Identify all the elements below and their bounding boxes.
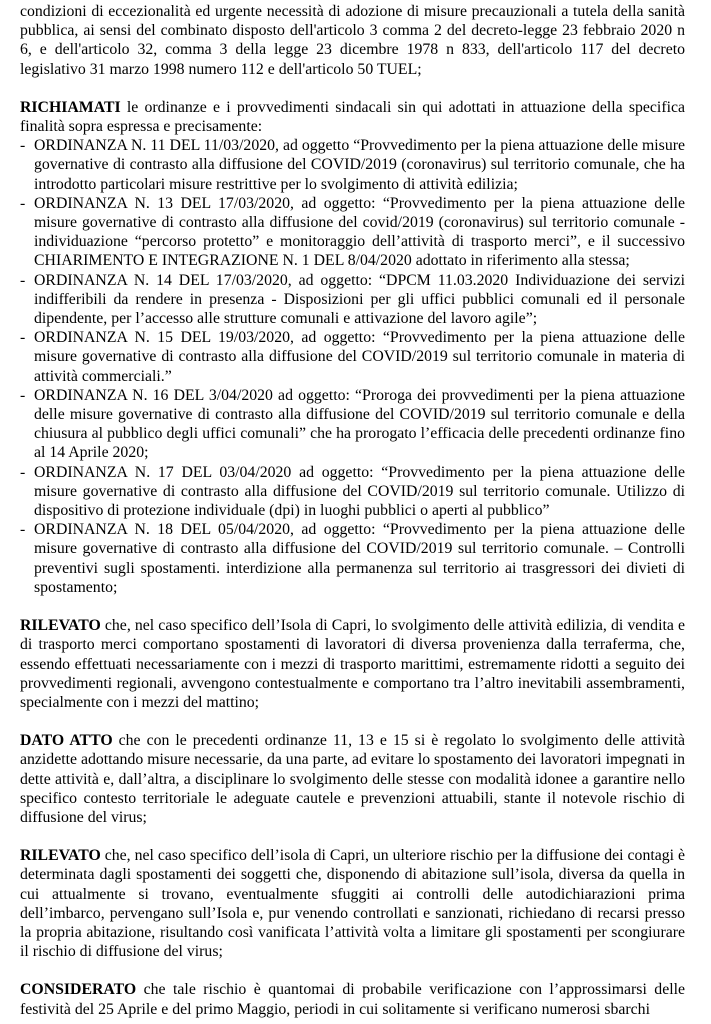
ordinance-text: ORDINANZA N. 14 DEL 17/03/2020, ad oggetto: “DPCM 11.03.2020 Individuazione dei servizi indifferibili da rendere in presenza - Disposizioni per gli uffici pubblici comunali ed il personale dipendente, per l’accesso alle strutture comunali e attivazione del lavoro agile”;: [34, 271, 685, 328]
ordinance-text: ORDINANZA N. 18 DEL 05/04/2020, ad oggetto: “Provvedimento per la piena attuazione delle misure governative di contrasto alla diffusione del COVID/2019 sul territorio comunale. – Controlli preventivi sugli spostamenti. interdizione alla permanenza sul territorio ai trasgressori dei divieti di spostamento;: [34, 521, 685, 596]
rilevato-keyword: RILEVATO: [20, 847, 101, 865]
dato-atto-keyword: DATO ATTO: [20, 732, 113, 750]
ordinance-item: [20, 271, 685, 329]
list-dash: -: [20, 137, 26, 155]
ordinance-item: [20, 194, 685, 271]
document-page: [20, 2, 685, 1019]
paragraph-spacer: [20, 961, 685, 980]
ordinance-text: ORDINANZA N. 17 DEL 03/04/2020 ad oggetto: “Provvedimento per la piena attuazione delle misure governative di contrasto alla diffusione del COVID/2019 sul territorio comunale. Utilizzo di dispositivo di protezione individuale (dpi) in luoghi pubblici o aperti al pubblico”: [34, 463, 685, 520]
ordinance-text: ORDINANZA N. 16 DEL 3/04/2020 ad oggetto: “Proroga dei provvedimenti per la piena attuazione delle misure governative di contrasto alla diffusione del COVID/2019 sul territorio comunale e della chiusura al pubblico degli uffici comunali” che ha prorogato l’efficacia delle precedenti ordinanze fino al 14 Aprile 2020;: [34, 386, 685, 462]
ordinance-item: [20, 386, 685, 463]
paragraph-spacer: [20, 712, 685, 731]
considerato-text: che tale rischio è quantomai di probabile verificazione con l’approssimarsi delle festività del 25 Aprile e del primo Maggio, periodi in cui solitamente si verificano numerosi sbarchi: [20, 981, 685, 1018]
ordinance-item: [20, 328, 685, 386]
ordinance-text: ORDINANZA N. 11 DEL 11/03/2020, ad oggetto “Provvedimento per la piena attuazione delle misure governative di contrasto alla diffusione del COVID/2019 (coronavirus) sul territorio comunale, che ha introdotto particolari misure restrittive per lo svolgimento di attività edilizia;: [34, 137, 685, 193]
dato-atto-paragraph: [20, 731, 685, 827]
ordinance-item: [20, 520, 685, 597]
rilevato-paragraph-2: [20, 846, 685, 961]
ordinance-item: [20, 463, 685, 521]
richiamati-keyword: RICHIAMATI: [20, 98, 121, 116]
rilevato-keyword: RILEVATO: [20, 617, 101, 635]
ordinance-text: ORDINANZA N. 13 DEL 17/03/2020, ad oggetto: “Provvedimento per la piena attuazione delle misure governative di contrasto alla diffusione del covid/2019 (coronavirus) sul territorio comunale - individuazione “percorso protetto” e monitoraggio dell’attività di trasporto merci”, e il successivo CHIARIMENTO E INTEGRAZIONE N. 1 DEL 8/04/2020 adottato in riferimento alla stessa;: [34, 194, 685, 270]
richiamati-paragraph: [20, 98, 685, 136]
list-dash: -: [20, 521, 26, 539]
list-dash: -: [20, 329, 26, 347]
list-dash: -: [20, 463, 26, 481]
dato-atto-text: che con le precedenti ordinanze 11, 13 e 15 si è regolato lo svolgimento delle attività anzidette adottando misure necessarie, da una parte, ad evitare lo spostamento dei lavoratori impegnati in dette attività e, dall’altra, a disciplinare lo svolgimento delle stesse con modalità idonee a garantire nello specifico contesto territoriale le adeguate cautele e prevenzioni attuabili, stante il notevole rischio di diffusione del virus;: [20, 732, 685, 826]
intro-paragraph: condizioni di eccezionalità ed urgente necessità di adozione di misure precauzionali a tutela della sanità pubblica, ai sensi del combinato disposto dell'articolo 3 comma 2 del decreto-legge 23 febbraio 2020 n 6, e dell'articolo 32, comma 3 della legge 23 dicembre 1978 n 833, dell'articolo 117 del decreto legislativo 31 marzo 1998 numero 112 e dell'articolo 50 TUEL;: [20, 3, 685, 78]
list-dash: -: [20, 386, 26, 404]
richiamati-text: le ordinanze e i provvedimenti sindacali sin qui adottati in attuazione della specifica finalità sopra espressa e precisamente:: [20, 98, 685, 136]
ordinance-list: [20, 136, 685, 597]
ordinance-item: [20, 136, 685, 194]
rilevato-text: che, nel caso specifico dell’Isola di Capri, lo svolgimento delle attività edilizia, di vendita e di trasporto merci comportano spostamenti di lavoratori di diversa provenienza dalla terraferma, che, essendo effettuati necessariamente con i mezzi di trasporto marittimi, estremamente ridotti a seguito dei provvedimenti regionali, avvengono contestualmente e comportano tra l’altro inevitabili assembramenti, specialmente con i mezzi del mattino;: [20, 617, 685, 711]
list-dash: -: [20, 271, 26, 289]
list-dash: -: [20, 194, 26, 212]
paragraph-spacer: [20, 597, 685, 616]
rilevato-text: che, nel caso specifico dell’isola di Capri, un ulteriore rischio per la diffusione dei contagi è determinata dagli spostamenti dei soggetti che, disponendo di abitazione sull’isola, diversa da quella in cui attualmente si trovano, eventualmente sfuggiti ai controlli delle autodichiarazioni prima dell’imbarco, pervengano sull’Isola e, pur venendo controllati e sanzionati, richiedano di recarsi presso la propria abitazione, risultando così vanificata l’attività volta a limitare gli spostamenti per scongiurare il rischio di diffusione del virus;: [20, 847, 685, 961]
paragraph-spacer: [20, 827, 685, 846]
ordinance-text: ORDINANZA N. 15 DEL 19/03/2020, ad oggetto: “Provvedimento per la piena attuazione delle misure governative di contrasto alla diffusione del COVID/2019 sul territorio comunale in materia di attività commerciali.”: [34, 329, 685, 385]
paragraph-spacer: [20, 79, 685, 98]
considerato-keyword: CONSIDERATO: [20, 981, 137, 999]
considerato-paragraph: [20, 980, 685, 1018]
rilevato-paragraph-1: [20, 616, 685, 712]
